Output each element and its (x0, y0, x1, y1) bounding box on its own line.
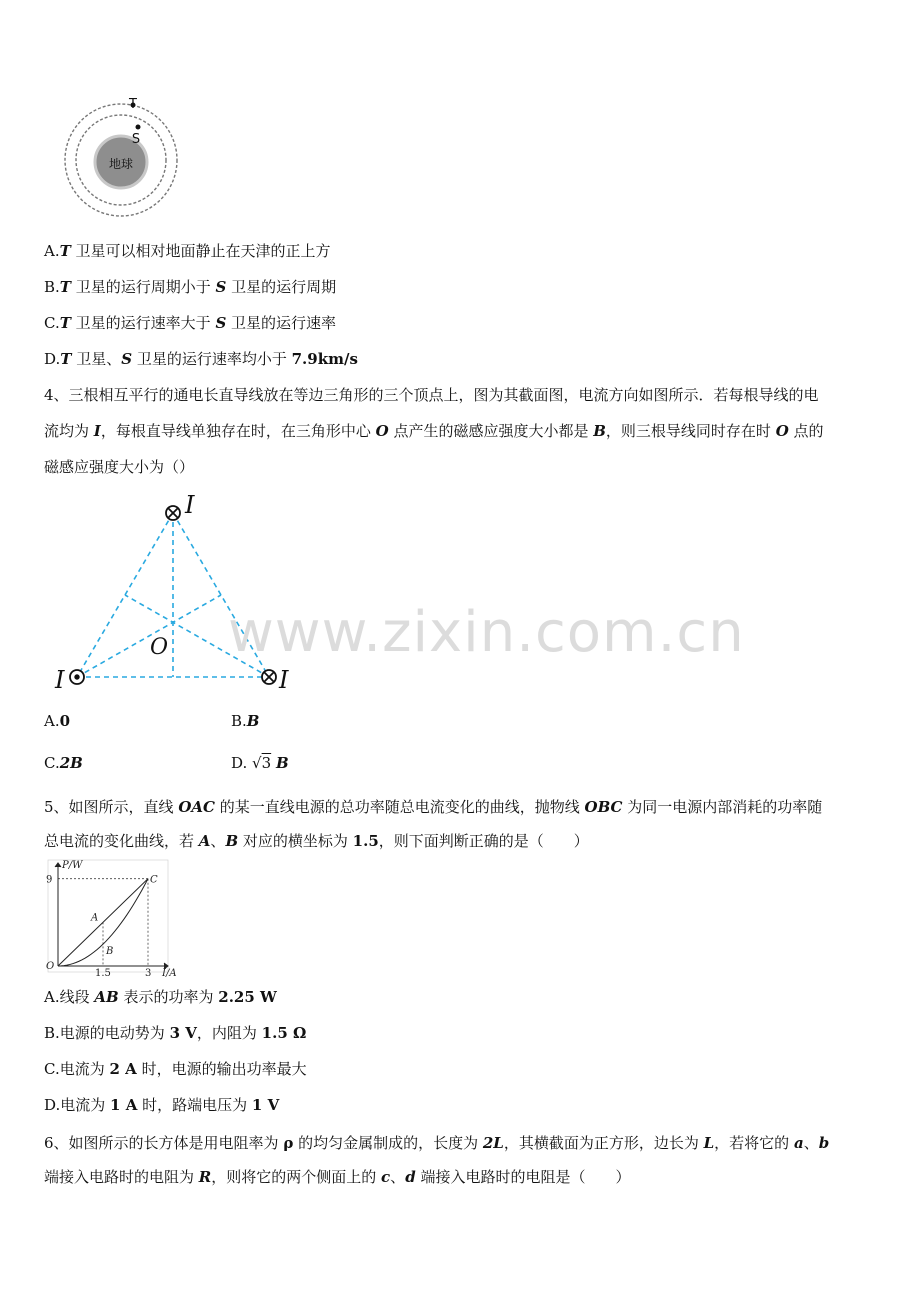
q6-stem-line2: 端接入电路时的电阻为 R，则将它的两个侧面上的 c、d 端接入电路时的电阻是（ ） (44, 1168, 631, 1186)
earth-label: 地球 (108, 157, 134, 171)
sqrt-icon: √ (252, 754, 262, 772)
q4-option-c: C.2B (44, 754, 83, 772)
origin-label: O (46, 961, 55, 972)
wire-right-into-page-icon (262, 670, 276, 684)
q4-stem-line1: 4、三根相互平行的通电长直导线放在等边三角形的三个顶点上，图为其截面图，电流方向如图所示．若每根导线的电 (44, 386, 819, 404)
y-axis-label: P/W (62, 860, 83, 871)
q5-option-c: C.电流为 2 A 时，电源的输出功率最大 (44, 1060, 307, 1078)
y-tick-9: 9 (46, 874, 53, 886)
q3-option-c: C.T 卫星的运行速率大于 S 卫星的运行速率 (44, 314, 337, 332)
q4-option-a: A.0 (44, 712, 71, 730)
q5-option-d: D.电流为 1 A 时，路端电压为 1 V (44, 1096, 280, 1114)
q5-stem-line1: 5、如图所示，直线 OAC 的某一直线电源的总功率随总电流变化的曲线，抛物线 OBC 为同一电源内部消耗的功率随 (44, 798, 823, 816)
q5-stem-line2: 总电流的变化曲线，若 A、B 对应的横坐标为 1.5，则下面判断正确的是（ ） (44, 832, 589, 850)
point-c-label: C (150, 874, 158, 886)
x-axis-label: I/A (162, 968, 177, 979)
q4-stem-line2: 流均为 I，每根直导线单独存在时，在三角形中心 O 点产生的磁感应强度大小都是 B，则三根导线同时存在时 O 点的 (44, 422, 824, 440)
q4-option-b: B.B (231, 712, 260, 730)
x-tick-3: 3 (145, 968, 152, 979)
watermark: www.zixin.com.cn (228, 600, 745, 665)
orbit-figure (60, 96, 190, 226)
q3-option-d: D.T 卫星、S 卫星的运行速率均小于 7.9km/s (44, 350, 358, 368)
center-label: O (150, 635, 169, 660)
q4-option-d: D. √3 B (231, 754, 289, 772)
x-tick-1-5: 1.5 (95, 968, 111, 979)
triangle-figure (50, 490, 310, 700)
left-current-label: I (55, 666, 65, 694)
q5-option-b: B.电源的电动势为 3 V，内阻为 1.5 Ω (44, 1024, 307, 1042)
power-current-chart (40, 858, 180, 978)
satellite-s (136, 125, 141, 130)
q3-option-a: A.T 卫星可以相对地面静止在天津的正上方 (44, 242, 331, 260)
satellite-t-label: T (129, 97, 137, 112)
wire-top-into-page-icon (166, 506, 180, 520)
q3-option-b: B.T 卫星的运行周期小于 S 卫星的运行周期 (44, 278, 337, 296)
wire-left-out-of-page-icon (70, 670, 84, 684)
satellite-s-label: S (131, 132, 141, 147)
point-b-label: B (106, 946, 114, 958)
right-current-label: I (279, 666, 289, 694)
top-current-label: I (185, 491, 195, 519)
q4-stem-line3: 磁感应强度大小为（） (44, 458, 195, 476)
q5-option-a: A.线段 AB 表示的功率为 2.25 W (44, 988, 277, 1006)
point-a-label: A (91, 912, 99, 924)
q6-stem-line1: 6、如图所示的长方体是用电阻率为 ρ 的均匀金属制成的，长度为 2L，其横截面为正方形，边长为 L，若将它的 a、b (44, 1134, 830, 1152)
